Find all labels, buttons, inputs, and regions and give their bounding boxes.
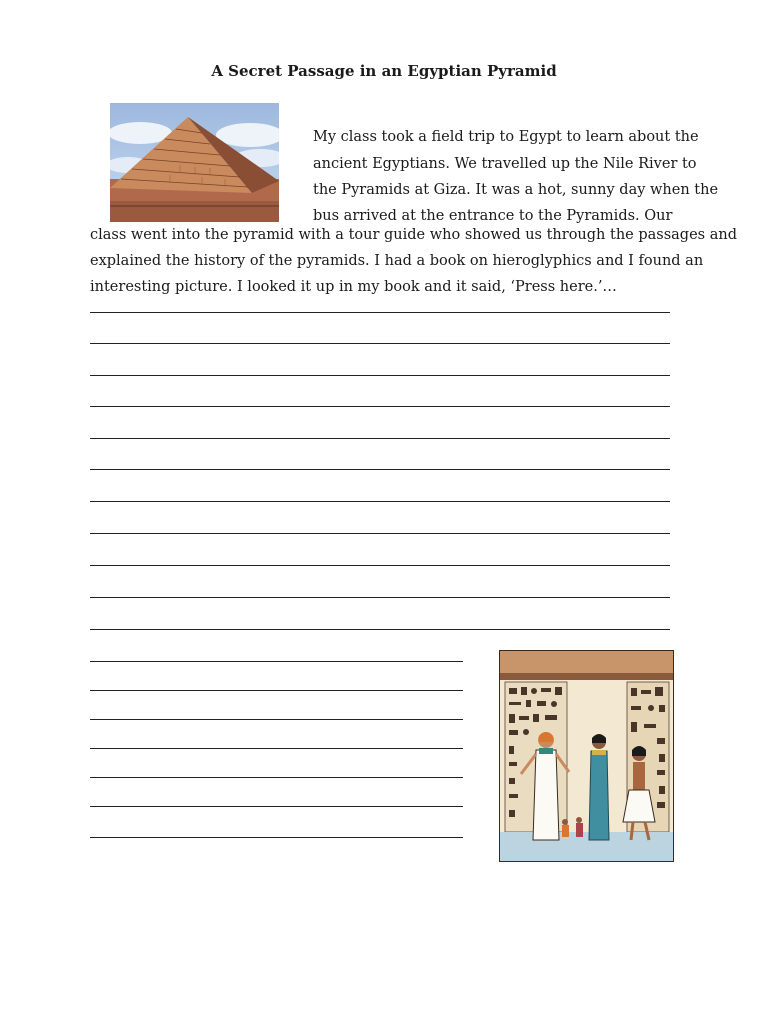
writing-line[interactable] — [90, 690, 463, 691]
story-line: bus arrived at the entrance to the Pyramids. Our — [313, 208, 673, 224]
story-line: ancient Egyptians. We travelled up the Nile River to — [313, 156, 697, 172]
writing-line[interactable] — [90, 533, 670, 534]
writing-line[interactable] — [90, 565, 670, 566]
story-line: My class took a field trip to Egypt to learn about the — [313, 129, 699, 145]
writing-line[interactable] — [90, 719, 463, 720]
story-line: the Pyramids at Giza. It was a hot, sunny day when the — [313, 182, 719, 198]
writing-line[interactable] — [90, 406, 670, 407]
writing-line[interactable] — [90, 343, 670, 344]
writing-line[interactable] — [90, 597, 670, 598]
writing-line[interactable] — [90, 629, 670, 630]
story-line: explained the history of the pyramids. I had a book on hieroglyphics and I found an — [90, 253, 704, 269]
writing-line[interactable] — [90, 837, 463, 838]
story-line: interesting picture. I looked it up in my book and it said, ‘Press here.’… — [90, 279, 617, 295]
writing-line[interactable] — [90, 806, 463, 807]
worksheet-title: A Secret Passage in an Egyptian Pyramid — [211, 62, 557, 80]
egyptian-tomb-painting — [499, 650, 674, 862]
writing-line[interactable] — [90, 777, 463, 778]
writing-line[interactable] — [90, 748, 463, 749]
writing-line[interactable] — [90, 469, 670, 470]
writing-line[interactable] — [90, 312, 670, 313]
writing-line[interactable] — [90, 501, 670, 502]
writing-line[interactable] — [90, 375, 670, 376]
story-line: class went into the pyramid with a tour guide who showed us through the passages and — [90, 227, 737, 243]
writing-line[interactable] — [90, 661, 463, 662]
pyramid-illustration — [110, 103, 279, 222]
writing-line[interactable] — [90, 438, 670, 439]
